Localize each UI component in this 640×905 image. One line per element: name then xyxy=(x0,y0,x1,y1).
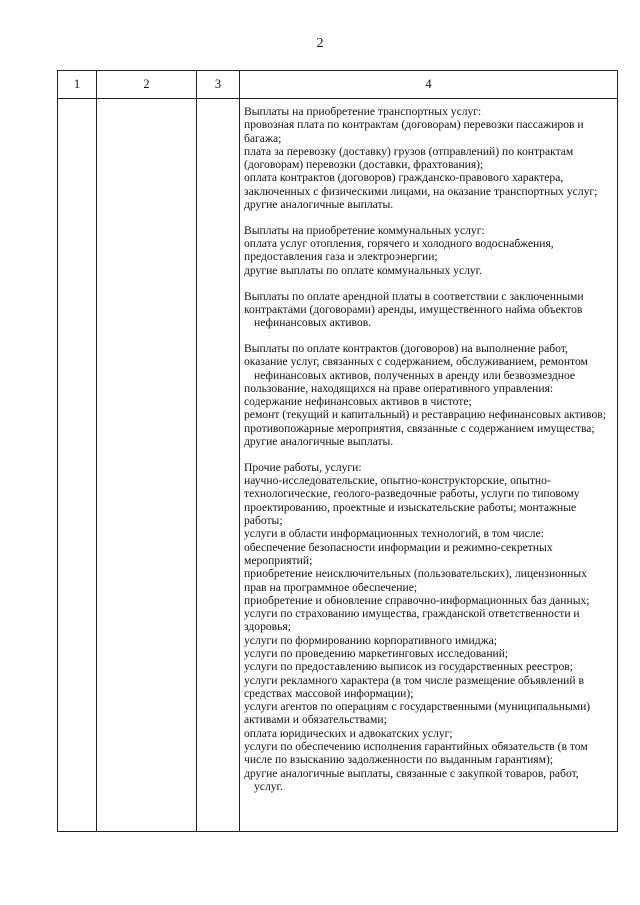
text-line: числе по взысканию задолженности по выданным гарантиям); xyxy=(244,753,554,767)
table-row xyxy=(58,99,618,832)
description-content xyxy=(240,99,617,793)
text-line: услуги по проведению маркетинговых исследований; xyxy=(244,646,509,660)
text-line: контрактами (договорами) аренды, имущественного найма объектов xyxy=(244,302,583,316)
text-line: нефинансовых активов, полученных в аренду или безвозмездное xyxy=(254,368,576,382)
column-header-4: 4 xyxy=(240,71,618,99)
text-line: другие выплаты по оплате коммунальных услуг. xyxy=(244,263,483,277)
text-line: технологические, геолого-разведочные работы, услуги по типовому xyxy=(244,487,580,501)
paragraph-block xyxy=(244,342,613,448)
text-line: работы; xyxy=(244,514,283,528)
text-line: пользование, находящихся на праве оперативного управления: xyxy=(244,381,554,395)
text-line: прав на программное обеспечение; xyxy=(244,580,418,594)
text-line: (договорам) перевозки (доставки, фрахтования); xyxy=(244,158,484,172)
text-line: услуги по страхованию имущества, гражданской ответственности и xyxy=(244,607,580,621)
text-line: мероприятий; xyxy=(244,553,313,567)
text-line: противопожарные мероприятия, связанные с содержанием имущества; xyxy=(244,421,595,435)
text-line: активами и обязательствами; xyxy=(244,713,387,727)
column-header-3: 3 xyxy=(197,71,240,99)
paragraph-block xyxy=(244,290,613,330)
text-line: Выплаты на приобретение коммунальных услуг: xyxy=(244,223,485,237)
text-line: оплата услуг отопления, горячего и холодного водоснабжения, xyxy=(244,237,554,251)
text-line: оказание услуг, связанных с содержанием, обслуживанием, ремонтом xyxy=(244,355,588,369)
text-line: содержание нефинансовых активов в чистоте; xyxy=(244,395,472,409)
cell-col-2 xyxy=(97,99,197,832)
text-line: плата за перевозку (доставку) грузов (отправлений) по контрактам xyxy=(244,144,574,158)
text-line: заключенных с физическими лицами, на оказание транспортных услуг; xyxy=(244,184,598,198)
text-line: услуги агентов по операциям с государственными (муниципальными) xyxy=(244,700,591,714)
text-line: обеспечение безопасности информации и режимно-секретных xyxy=(244,540,553,554)
text-line: здоровья; xyxy=(244,620,291,634)
text-line: услуги по предоставлению выписок из государственных реестров; xyxy=(244,660,573,674)
cell-col-3 xyxy=(197,99,240,832)
paragraph-block xyxy=(244,461,613,793)
table-header-row xyxy=(58,71,618,99)
text-line: средствах массовой информации); xyxy=(244,686,414,700)
paragraph-block xyxy=(244,105,613,211)
text-line: Выплаты на приобретение транспортных услуг: xyxy=(244,105,482,118)
column-header-1: 1 xyxy=(58,71,97,99)
text-line: приобретение неисключительных (пользовательских), лицензионных xyxy=(244,567,587,581)
classification-table xyxy=(57,70,618,832)
text-line: Выплаты по оплате арендной платы в соответствии с заключенными xyxy=(244,289,584,303)
text-line: Прочие работы, услуги: xyxy=(244,460,362,474)
cell-col-1 xyxy=(58,99,97,832)
text-line: проектированию, проектные и изыскательские работы; монтажные xyxy=(244,500,577,514)
text-line: услуг. xyxy=(254,779,283,793)
page-number: 2 xyxy=(316,36,324,51)
text-line: услуги рекламного характера (в том числе размещение объявлений в xyxy=(244,673,584,687)
text-line: другие аналогичные выплаты, связанные с закупкой товаров, работ, xyxy=(244,766,579,780)
text-line: приобретение и обновление справочно-информационных баз данных; xyxy=(244,593,590,607)
text-line: провозная плата по контрактам (договорам) перевозки пассажиров и xyxy=(244,118,584,132)
text-line: предоставления газа и электроэнергии; xyxy=(244,250,438,264)
paragraph-block xyxy=(244,224,613,277)
column-header-2: 2 xyxy=(97,71,197,99)
text-line: научно-исследовательские, опытно-конструкторские, опытно- xyxy=(244,474,551,488)
text-line: ремонт (текущий и капитальный) и реставрацию нефинансовых активов; xyxy=(244,408,606,422)
text-line: нефинансовых активов. xyxy=(254,316,372,330)
text-line: багажа; xyxy=(244,131,282,145)
text-line: другие аналогичные выплаты. xyxy=(244,435,394,449)
text-line: другие аналогичные выплаты. xyxy=(244,198,394,212)
text-line: оплата контрактов (договоров) гражданско-правового характера, xyxy=(244,171,564,185)
text-line: услуги по обеспечению исполнения гарантийных обязательств (в том xyxy=(244,740,588,754)
text-line: оплата юридических и адвокатских услуг; xyxy=(244,726,453,740)
text-line: Выплаты по оплате контрактов (договоров) на выполнение работ, xyxy=(244,341,568,355)
text-line: услуги по формированию корпоративного имиджа; xyxy=(244,633,497,647)
text-line: услуги в области информационных технологий, в том числе: xyxy=(244,527,544,541)
cell-col-4 xyxy=(240,99,618,832)
